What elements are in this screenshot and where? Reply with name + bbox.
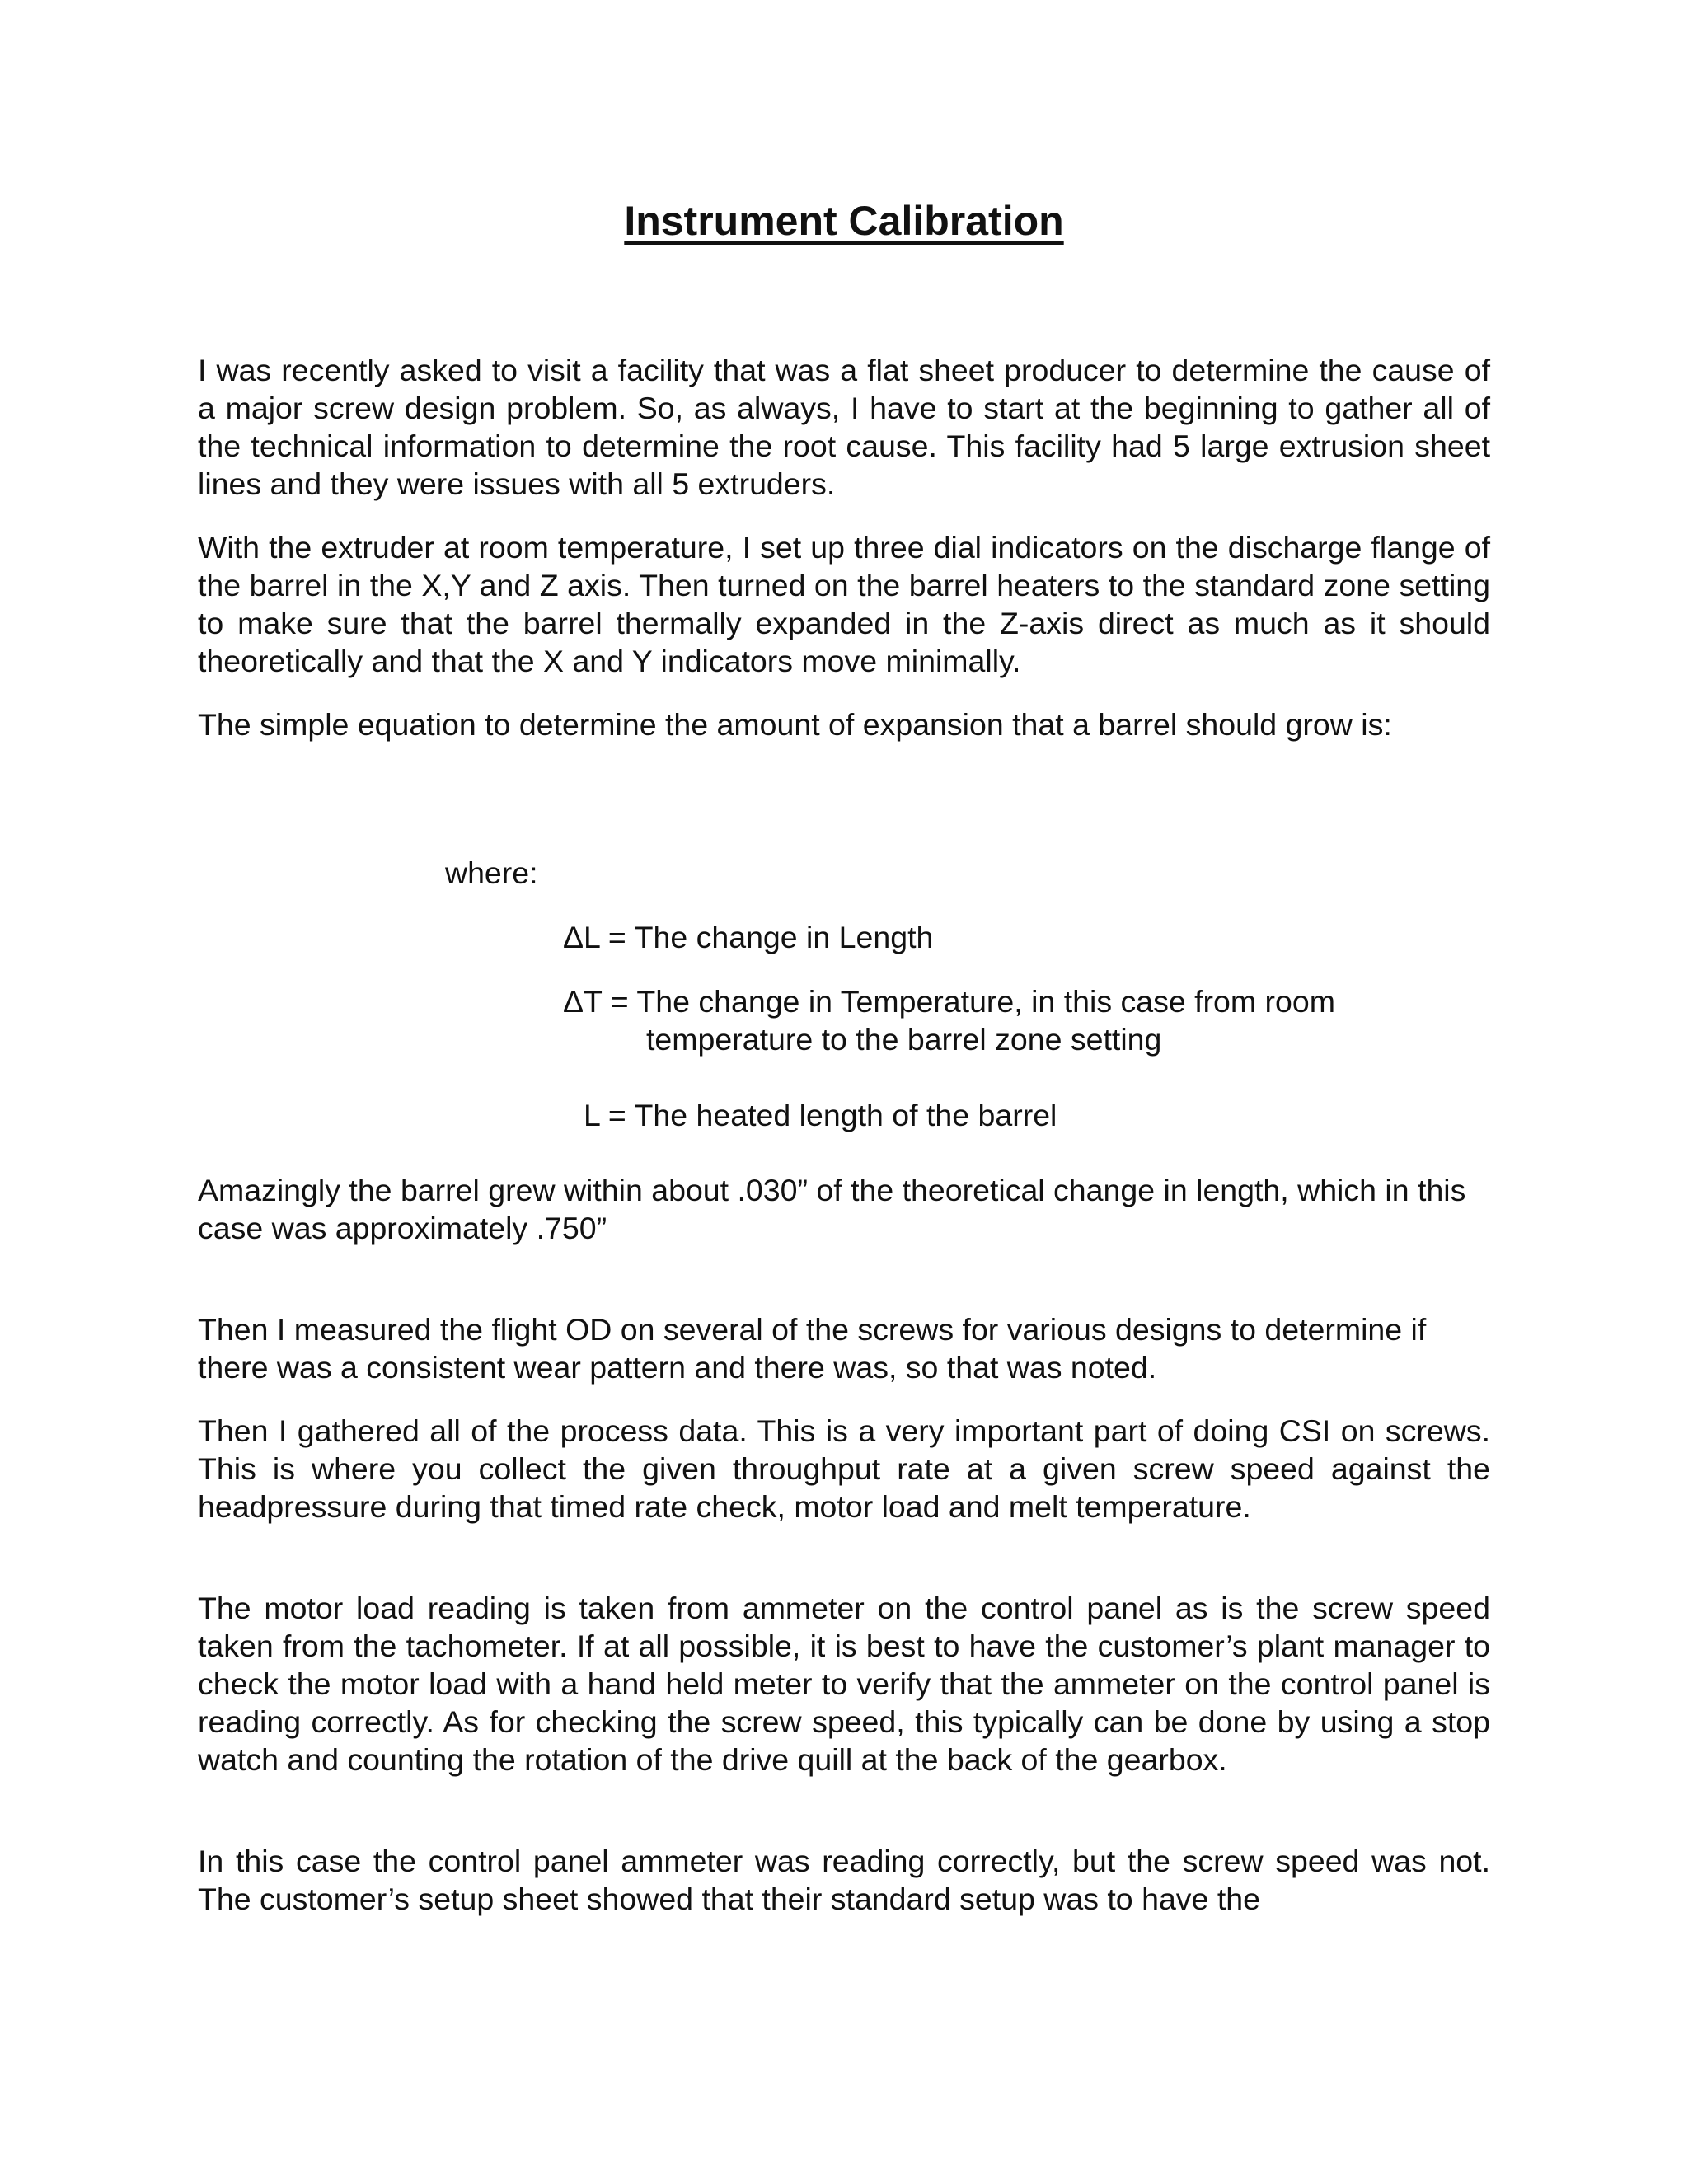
page-title: Instrument Calibration [624, 198, 1064, 244]
paragraph-equation-intro: The simple equation to determine the amount of expansion that a barrel should grow is: [198, 707, 1392, 742]
paragraph-dial-indicators: With the extruder at room temperature, I set up three dial indicators on the discharge flange of the barrel in the X,Y and Z axis. Then turned on the barrel heaters to the standard zone setting to make sure that the barrel thermally expanded in the Z-axis direct as much as it should theoretically and that the X and Y indicators move minimally. [198, 530, 1490, 678]
where-label: where: [445, 855, 538, 890]
paragraph-process-data: Then I gathered all of the process data. This is a very important part of doing CSI on screws. This is where you collect the given throughput rate at a given screw speed against the headpressure during that timed rate check, motor load and melt temperature. [198, 1413, 1490, 1524]
paragraph-intro: I was recently asked to visit a facility that was a flat sheet producer to determine the cause of a major screw design problem. So, as always, I have to start at the beginning to gather all of the technical information to determine the root cause. This facility had 5 large extrusion sheet lines and they were issues with all 5 extruders. [198, 353, 1490, 501]
definition-delta-l: ΔL = The change in Length [563, 920, 934, 954]
paragraph-motor-load: The motor load reading is taken from ammeter on the control panel as is the screw speed taken from the tachometer. If at all possible, it is best to have the customer’s plant manager to check the motor load with a hand held meter to verify that the ammeter on the control panel is reading correctly. As for checking the screw speed, this typically can be done by using a stop watch and counting the rotation of the drive quill at the back of the gearbox. [198, 1591, 1490, 1777]
paragraph-barrel-growth: Amazingly the barrel grew within about .030” of the theoretical change in length, which in this case was approximately .750” [198, 1173, 1466, 1245]
definition-l: L = The heated length of the barrel [584, 1098, 1057, 1132]
paragraph-flight-od: Then I measured the flight OD on several of the screws for various designs to determine if there was a consistent wear pattern and there was, so that was noted. [198, 1312, 1427, 1385]
definition-delta-t-line2: temperature to the barrel zone setting [646, 1022, 1162, 1057]
paragraph-screw-speed: In this case the control panel ammeter was reading correctly, but the screw speed was not. The customer’s setup sheet showed that their standard setup was to have the [198, 1844, 1490, 1916]
definition-delta-t-line1: ΔT = The change in Temperature, in this case from room [563, 984, 1335, 1019]
